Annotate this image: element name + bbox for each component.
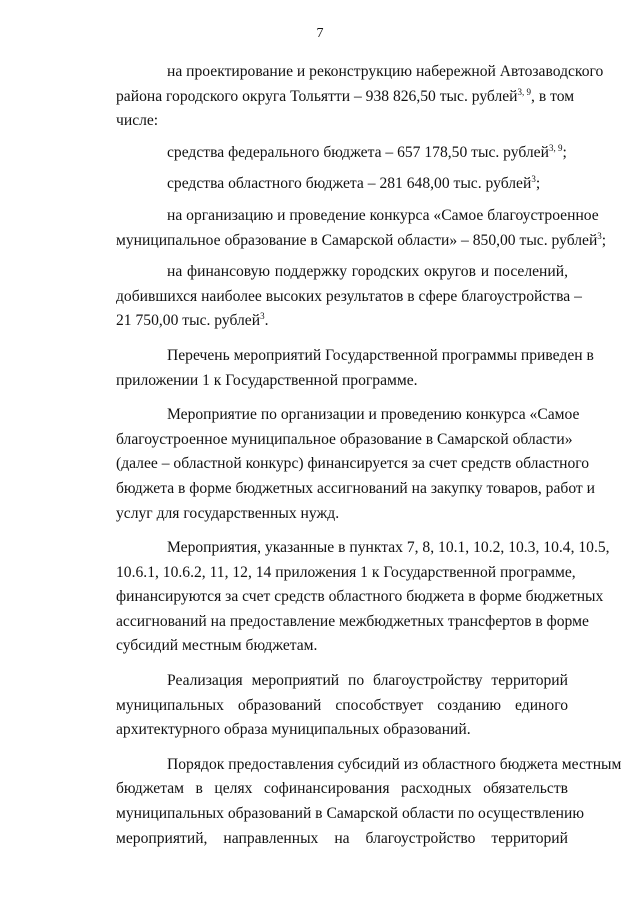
text-line: мероприятий, направленных на благоустройство территорий [116,829,568,847]
text-line: средства федерального бюджета – 657 178,50 тыс. рублей$^{3, 9}$; [167,142,567,161]
text-line: на проектирование и реконструкцию набережной Автозаводского [167,63,604,80]
text-line: Порядок предоставления субсидий из областного бюджета местным [167,755,622,773]
footnote-ref: 3 [597,230,602,241]
text-line: приложении 1 к Государственной программе. [116,371,418,389]
paragraph-contest-financing [65,403,595,526]
footnote-ref: 3, 9 [517,86,532,97]
paragraph-subsidy-procedure [65,753,622,851]
text-line: добившихся наиболее высоких результатов в сфере благоустройства – [116,287,582,305]
text-line: 21 750,00 тыс. рублей$^3$. [116,311,269,330]
text-line: Реализация мероприятий по благоустройству территорий [167,672,568,690]
text-line: субсидий местным бюджетам. [116,637,318,655]
text-line: Мероприятия, указанные в пунктах 7, 8, 10.1, 10.2, 10.3, 10.4, 10.5, [167,539,610,557]
footnote-ref: 3, 9 [548,142,563,153]
paragraph-regional-budget [65,172,568,197]
text-line: Мероприятие по организации и проведению конкурса «Самое [167,406,580,424]
text-line: муниципальных образований в Самарской области по осуществлению [116,805,585,823]
paragraph-contest-funding [65,204,607,253]
text-line: ассигнований на предоставление межбюджетных трансфертов в форме [116,612,589,630]
footnote-ref: 3 [260,311,265,322]
text-line: муниципальное образование в Самарской области» – 850,00 тыс. рублей$^3$; [116,230,607,249]
text-line: Перечень мероприятий Государственной программы приведен в [167,346,594,364]
paragraph-federal-budget [65,141,568,166]
text-line: средства областного бюджета – 281 648,00 тыс. рублей$^3$; [167,174,541,193]
paragraph-embankment-funding [65,60,604,134]
text-line: 10.6.1, 10.6.2, 11, 12, 14 приложения 1 к Государственной программе, [116,563,576,581]
page-number: 7 [316,26,324,41]
text-line: на организацию и проведение конкурса «Самое благоустроенное [167,206,599,224]
paragraph-financial-support [65,260,582,334]
document-body [65,60,622,851]
text-line: бюджетам в целях софинансирования расходных обязательств [116,780,568,798]
text-line: района городского округа Тольятти – 938 826,50 тыс. рублей$^{3, 9}$, в том [116,86,575,105]
text-line: бюджета в форме бюджетных ассигнований на закупку товаров, работ и [116,479,595,497]
footnote-ref: 3 [531,174,536,185]
text-line: муниципальных образований способствует созданию единого [116,696,568,714]
text-line: (далее – областной конкурс) финансируется за счет средств областного [116,455,590,473]
paragraph-architectural-image [65,669,568,743]
text-line: услуг для государственных нужд. [116,504,340,522]
text-line: благоустроенное муниципальное образование в Самарской области» [116,430,573,448]
text-line: на финансовую поддержку городских округов и поселений, [167,263,568,281]
text-line: архитектурного образа муниципальных образований. [116,721,471,739]
text-line: числе: [116,112,159,130]
paragraph-subsidies [65,536,610,659]
paragraph-activities-list [65,344,594,393]
text-line: финансируются за счет средств областного бюджета в форме бюджетных [116,588,604,606]
